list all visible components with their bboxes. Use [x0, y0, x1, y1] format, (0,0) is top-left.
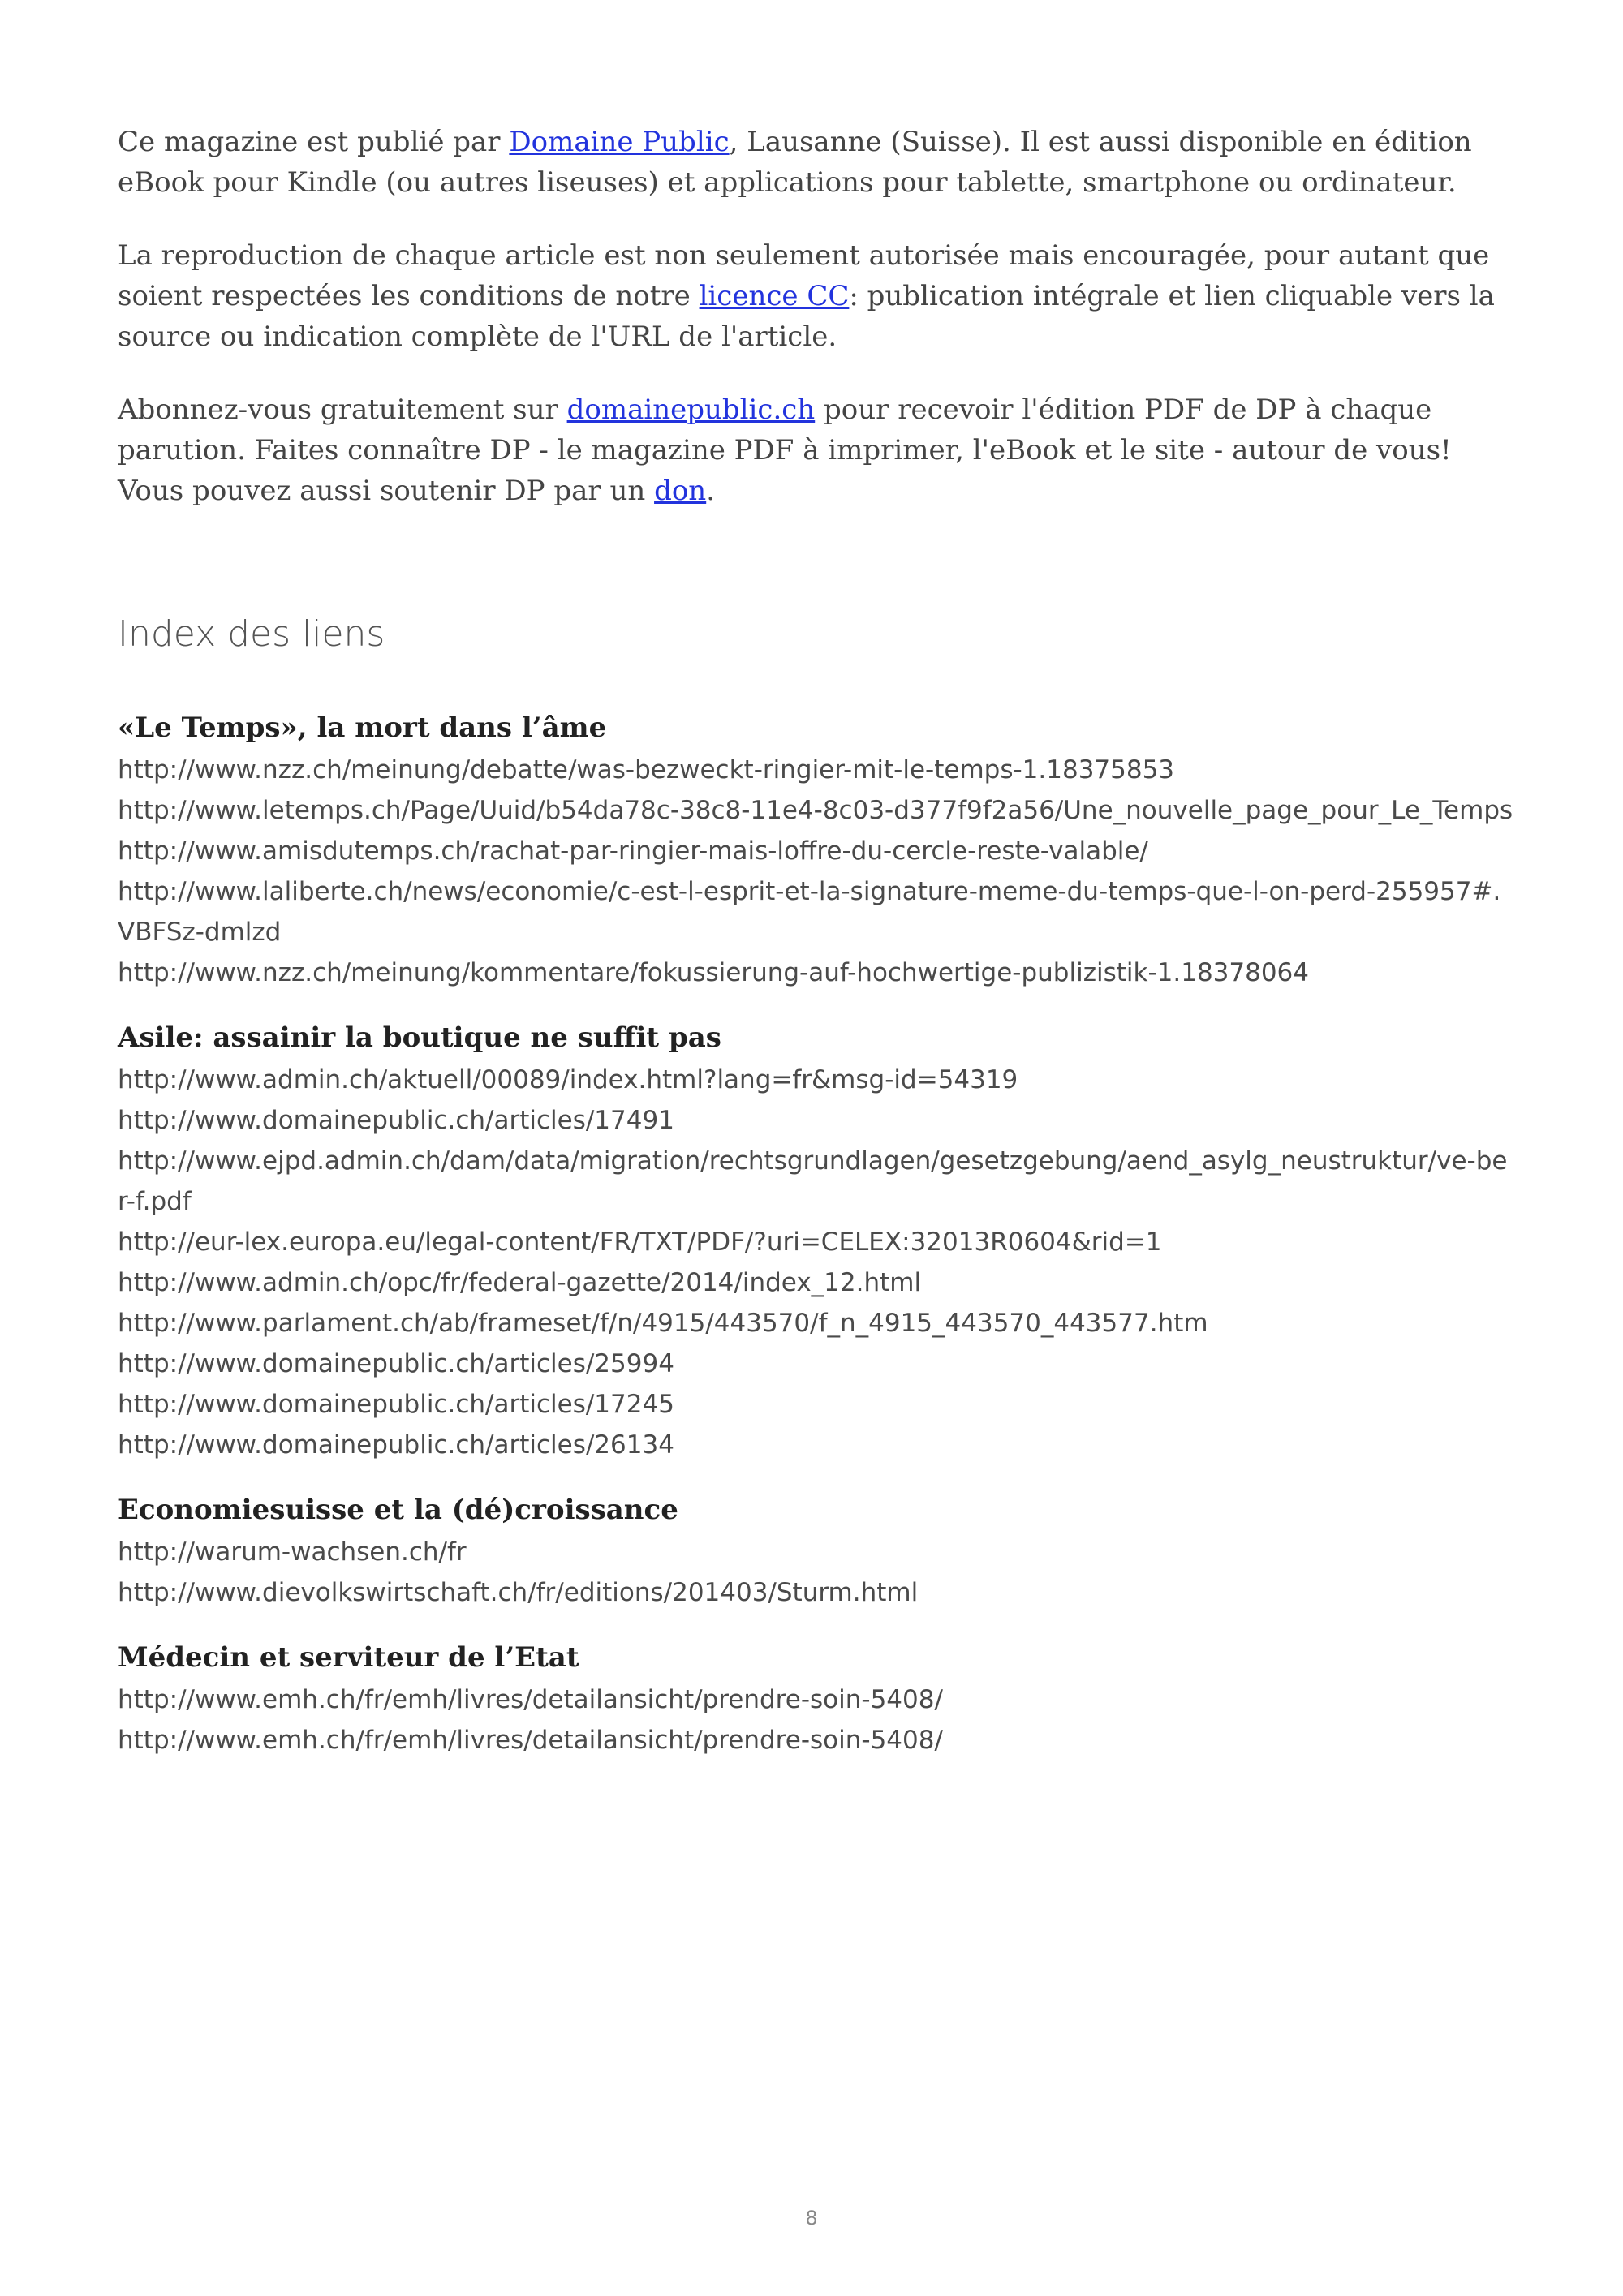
index-link[interactable]: http://www.ejpd.admin.ch/dam/data/migration/rechtsgrundlagen/gesetzgebung/aend_asylg_neustruktur/ve-ber-f.pdf: [118, 1146, 1508, 1216]
index-section: [118, 707, 1513, 993]
intro-text: Abonnez-vous gratuitement sur: [118, 393, 567, 426]
index-link[interactable]: http://www.domainepublic.ch/articles/26134: [118, 1430, 674, 1460]
intro-block: [118, 122, 1513, 511]
section-title: Asile: assainir la boutique ne suffit pas: [118, 1021, 721, 1054]
index-link[interactable]: http://www.domainepublic.ch/articles/17245: [118, 1390, 674, 1419]
index-link[interactable]: http://www.nzz.ch/meinung/debatte/was-bezweckt-ringier-mit-le-temps-1.18375853: [118, 755, 1175, 785]
domaine-public-link[interactable]: Domaine Public: [509, 126, 730, 158]
section-title: «Le Temps», la mort dans l’âme: [118, 712, 607, 744]
index-link[interactable]: http://www.amisdutemps.ch/rachat-par-ringier-mais-loffre-du-cercle-reste-valable/: [118, 836, 1148, 866]
intro-paragraph-license: [118, 235, 1513, 357]
intro-text: La reproduction de chaque article est non seulement autorisée mais encouragée, pour autant que soient respectées les conditions de notre: [118, 239, 1490, 312]
index-link[interactable]: http://www.domainepublic.ch/articles/25994: [118, 1349, 674, 1378]
intro-paragraph-subscribe: [118, 389, 1513, 511]
index-link[interactable]: http://www.admin.ch/aktuell/00089/index.html?lang=fr&msg-id=54319: [118, 1065, 1018, 1094]
section-title: Médecin et serviteur de l’Etat: [118, 1641, 579, 1674]
index-link[interactable]: http://eur-lex.europa.eu/legal-content/FR/TXT/PDF/?uri=CELEX:32013R0604&rid=1: [118, 1228, 1162, 1257]
index-link[interactable]: http://www.laliberte.ch/news/economie/c-est-l-esprit-et-la-signature-meme-du-temps-que-l-on-perd-255957#.VBFSz-dmlzd: [118, 877, 1501, 947]
index-link[interactable]: http://warum-wachsen.ch/fr: [118, 1537, 467, 1567]
index-title: Index des liens: [118, 613, 385, 655]
index-link[interactable]: http://www.nzz.ch/meinung/kommentare/fokussierung-auf-hochwertige-publizistik-1.18378064: [118, 958, 1310, 987]
index-section: [118, 1637, 1513, 1761]
intro-text: pour recevoir l'édition PDF de DP à chaque parution. Faites connaître DP - le magazine PDF à imprimer, l'eBook et le site - autour de vous! Vous pouvez aussi soutenir DP par un: [118, 393, 1452, 507]
index-link[interactable]: http://www.admin.ch/opc/fr/federal-gazette/2014/index_12.html: [118, 1268, 922, 1297]
intro-text: Ce magazine est publié par: [118, 126, 510, 158]
intro-paragraph-publisher: [118, 122, 1513, 203]
index-link[interactable]: http://www.letemps.ch/Page/Uuid/b54da78c-38c8-11e4-8c03-d377f9f2a56/Une_nouvelle_page_pour_Le_Temps: [118, 796, 1513, 825]
section-title: Economiesuisse et la (dé)croissance: [118, 1494, 678, 1526]
intro-text: , Lausanne (Suisse). Il est aussi disponible en édition eBook pour Kindle (ou autres liseuses) et applications pour tablette, smartphone ou ordinateur.: [118, 126, 1472, 199]
intro-text: : publication intégrale et lien cliquable vers la source ou indication complète de l'URL de l'article.: [118, 280, 1495, 353]
index-link[interactable]: http://www.domainepublic.ch/articles/17491: [118, 1106, 674, 1135]
index-link[interactable]: http://www.parlament.ch/ab/frameset/f/n/4915/443570/f_n_4915_443570_443577.htm: [118, 1309, 1208, 1338]
donation-link[interactable]: don: [654, 475, 707, 507]
page-number: 8: [805, 2207, 818, 2229]
index-link[interactable]: http://www.emh.ch/fr/emh/livres/detailansicht/prendre-soin-5408/: [118, 1726, 943, 1755]
index-section: [118, 1490, 1513, 1613]
index-link[interactable]: http://www.dievolkswirtschaft.ch/fr/editions/201403/Sturm.html: [118, 1578, 919, 1607]
link-index: [118, 707, 1513, 1761]
domainepublic-link[interactable]: domainepublic.ch: [566, 393, 816, 426]
index-section: [118, 1017, 1513, 1465]
index-link[interactable]: http://www.emh.ch/fr/emh/livres/detailansicht/prendre-soin-5408/: [118, 1685, 943, 1714]
intro-text: .: [706, 475, 716, 507]
document-page: [118, 122, 1513, 1785]
licence-cc-link[interactable]: licence CC: [699, 280, 850, 312]
